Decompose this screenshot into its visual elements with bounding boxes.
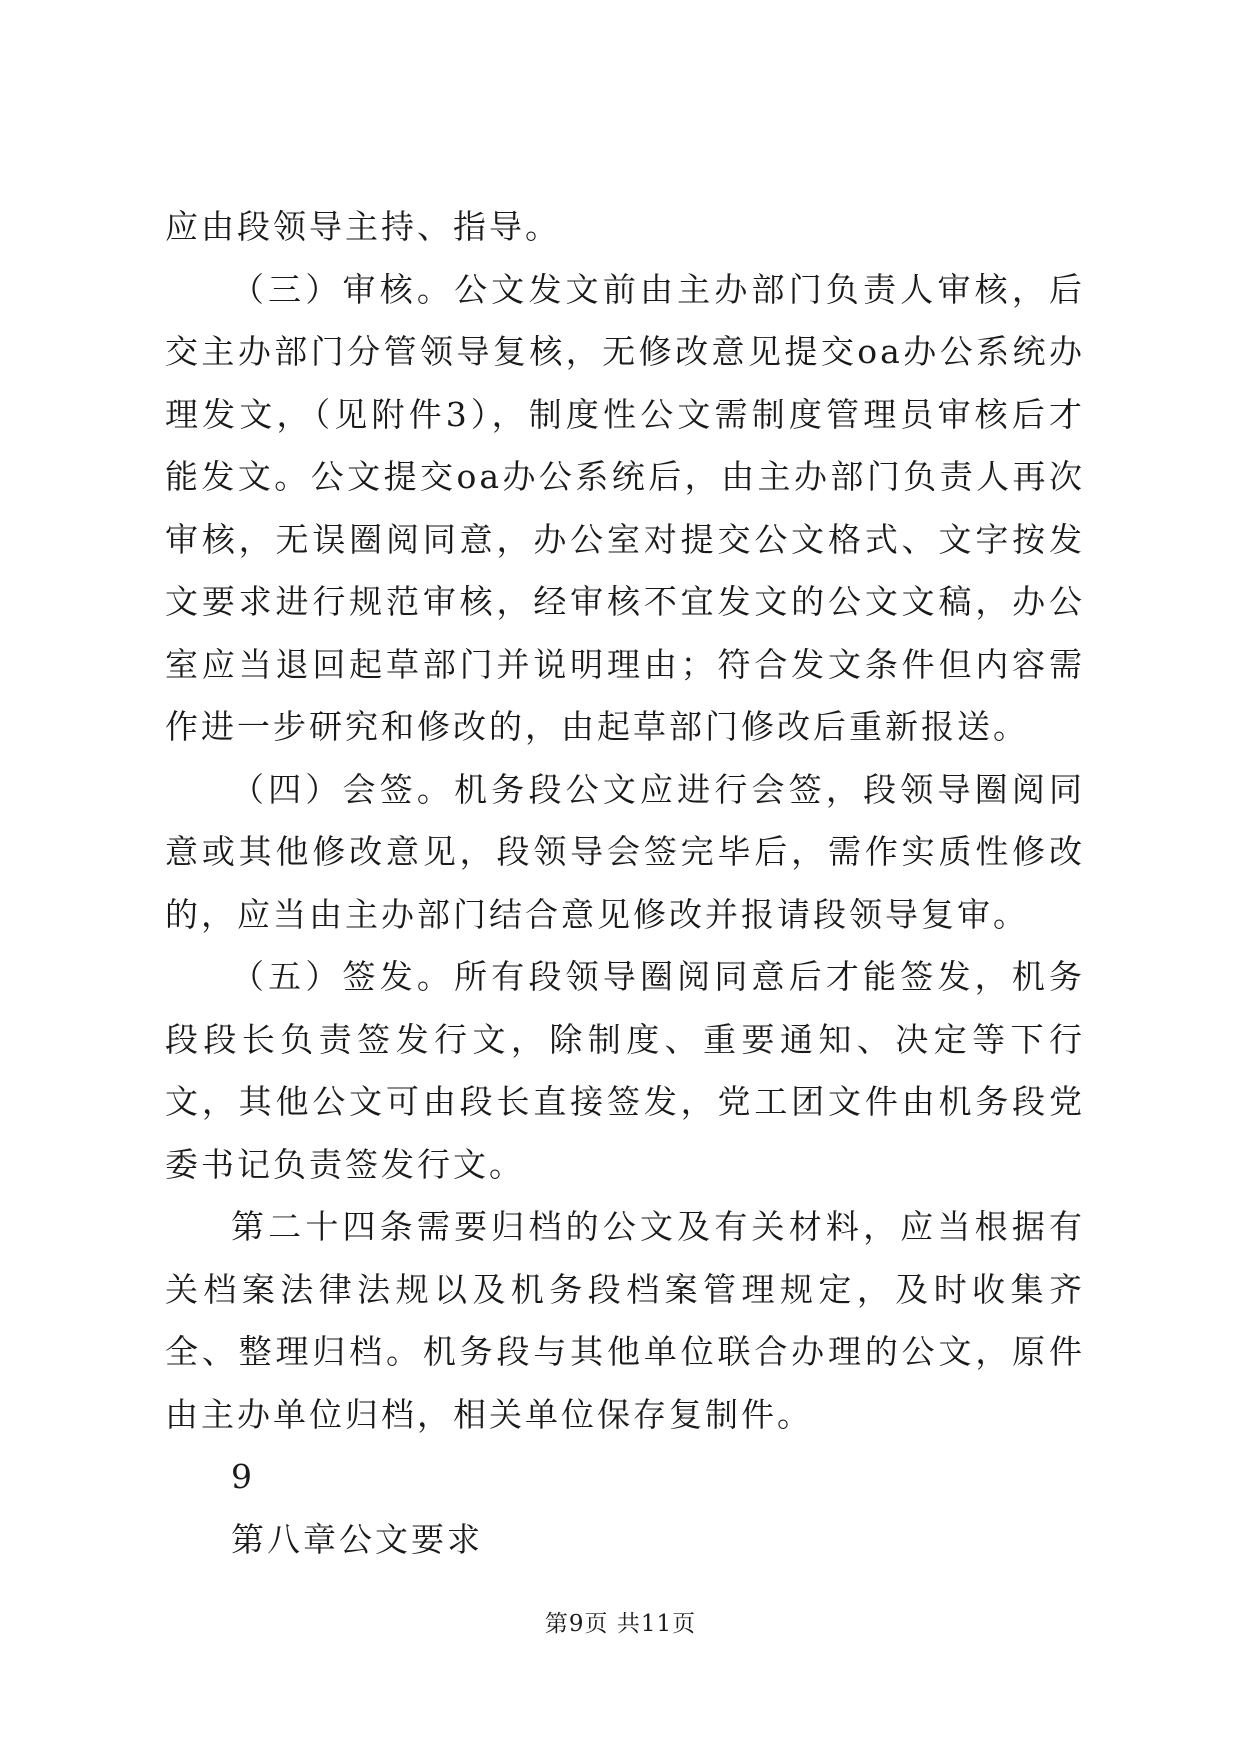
paragraph-page-number: 9	[231, 1457, 255, 1496]
paragraph-review: （三）审核。公文发文前由主办部门负责人审核，后交主办部门分管领导复核，无修改意见提交oa办公系统办理发文，（见附件3），制度性公文需制度管理员审核后才能发文。公文提交oa办公系统后，由主办部门负责人再次审核，无误圈阅同意，办公室对提交公文格式、文字按发文要求进行规范审核，经审核不宜发文的公文文稿，办公室应当退回起草部门并说明理由；符合发文条件但内容需作进一步研究和修改的，由起草部门修改后重新报送。	[165, 269, 1085, 746]
paragraph-continuation: 应由段领导主持、指导。	[165, 207, 561, 246]
paragraph-article-24: 第二十四条需要归档的公文及有关材料，应当根据有关档案法律法规以及机务段档案管理规定，及时收集齐全、整理归档。机务段与其他单位联合办理的公文，原件由主办单位归档，相关单位保存复制件。	[165, 1207, 1085, 1434]
page-footer: 第9页 共11页	[544, 1611, 697, 1637]
document-body	[165, 196, 1085, 1571]
chapter-heading: 第八章公文要求	[231, 1519, 483, 1559]
paragraph-issue: （五）签发。所有段领导圈阅同意后才能签发，机务段段长负责签发行文，除制度、重要通知、决定等下行文，其他公文可由段长直接签发，党工团文件由机务段党委书记负责签发行文。	[165, 957, 1085, 1184]
paragraph-countersign: （四）会签。机务段公文应进行会签，段领导圈阅同意或其他修改意见，段领导会签完毕后，需作实质性修改的，应当由主办部门结合意见修改并报请段领导复审。	[165, 769, 1085, 934]
